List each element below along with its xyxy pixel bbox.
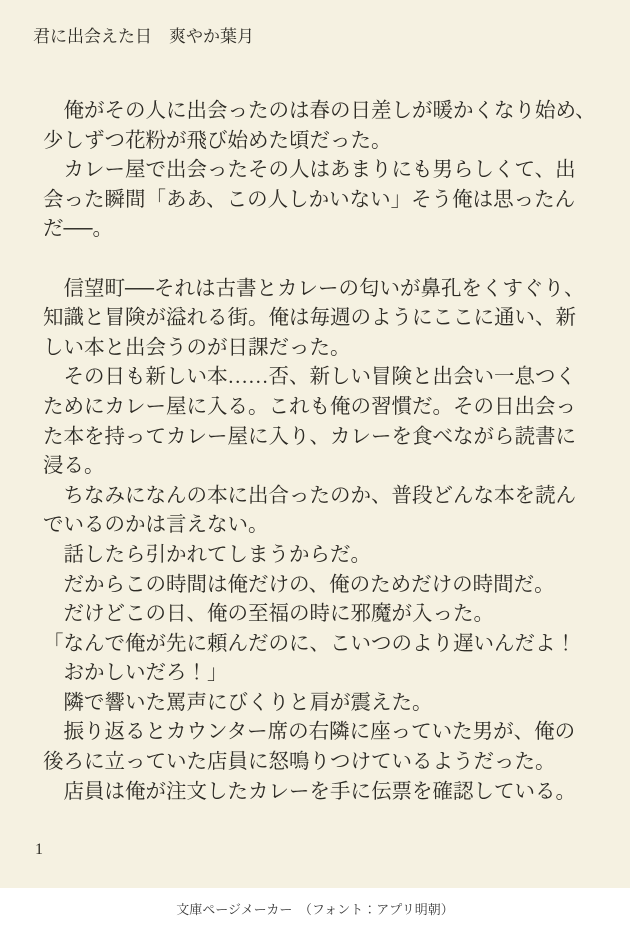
body-line: 振り返るとカウンター席の右隣に座っていた男が、俺の [43, 721, 576, 744]
footer-credit: 文庫ページメーカー （フォント：アプリ明朝） [176, 901, 454, 917]
page-header-title-author: 君に出会えた日 爽やか葉月 [33, 27, 254, 46]
body-line: おかしいだろ！」 [43, 662, 228, 685]
body-line: ちなみになんの本に出合ったのか、普段どんな本を読ん [43, 484, 576, 507]
footer-band [0, 888, 630, 928]
body-line: しい本と出会うのが日課だった。 [43, 336, 351, 359]
body-line: 知識と冒険が溢れる街。俺は毎週のようにここに通い、新 [43, 307, 576, 330]
body-line: 浸る。 [43, 455, 105, 478]
body-line: 少しずつ花粉が飛び始めた頃だった。 [43, 129, 392, 152]
body-line: 「なんで俺が先に頼んだのに、こいつのより遅いんだよ！ [43, 632, 576, 655]
body-line: 店員は俺が注文したカレーを手に伝票を確認している。 [43, 780, 576, 803]
body-line: だからこの時間は俺だけの、俺のためだけの時間だ。 [43, 573, 555, 596]
page-number: 1 [35, 841, 43, 858]
body-text-block [43, 97, 623, 807]
body-line: 信望町──それは古書とカレーの匂いが鼻孔をくすぐり、 [43, 277, 585, 300]
body-line: 後ろに立っていた店員に怒鳴りつけているようだった。 [43, 751, 556, 774]
body-line: 隣で響いた罵声にびくりと肩が震えた。 [43, 691, 433, 714]
body-line: その日も新しい本……否、新しい冒険と出会い一息つく [43, 366, 576, 389]
body-line: でいるのかは言えない。 [43, 514, 269, 537]
body-line: だ──。 [43, 218, 114, 241]
body-line: カレー屋で出会ったその人はあまりにも男らしくて、出 [43, 159, 576, 182]
body-line: 俺がその人に出会ったのは春の日差しが暖かくなり始め、 [43, 100, 596, 122]
body-line: た本を持ってカレー屋に入り、カレーを食べながら読書に [43, 425, 576, 448]
body-line: だけどこの日、俺の至福の時に邪魔が入った。 [43, 603, 494, 626]
body-line: ためにカレー屋に入る。これも俺の習慣だ。その日出会っ [43, 395, 576, 418]
body-line-blank [43, 245, 623, 275]
body-line: 会った瞬間「ああ、この人しかいない」そう俺は思ったん [43, 188, 576, 211]
body-line: 話したら引かれてしまうからだ。 [43, 543, 371, 566]
